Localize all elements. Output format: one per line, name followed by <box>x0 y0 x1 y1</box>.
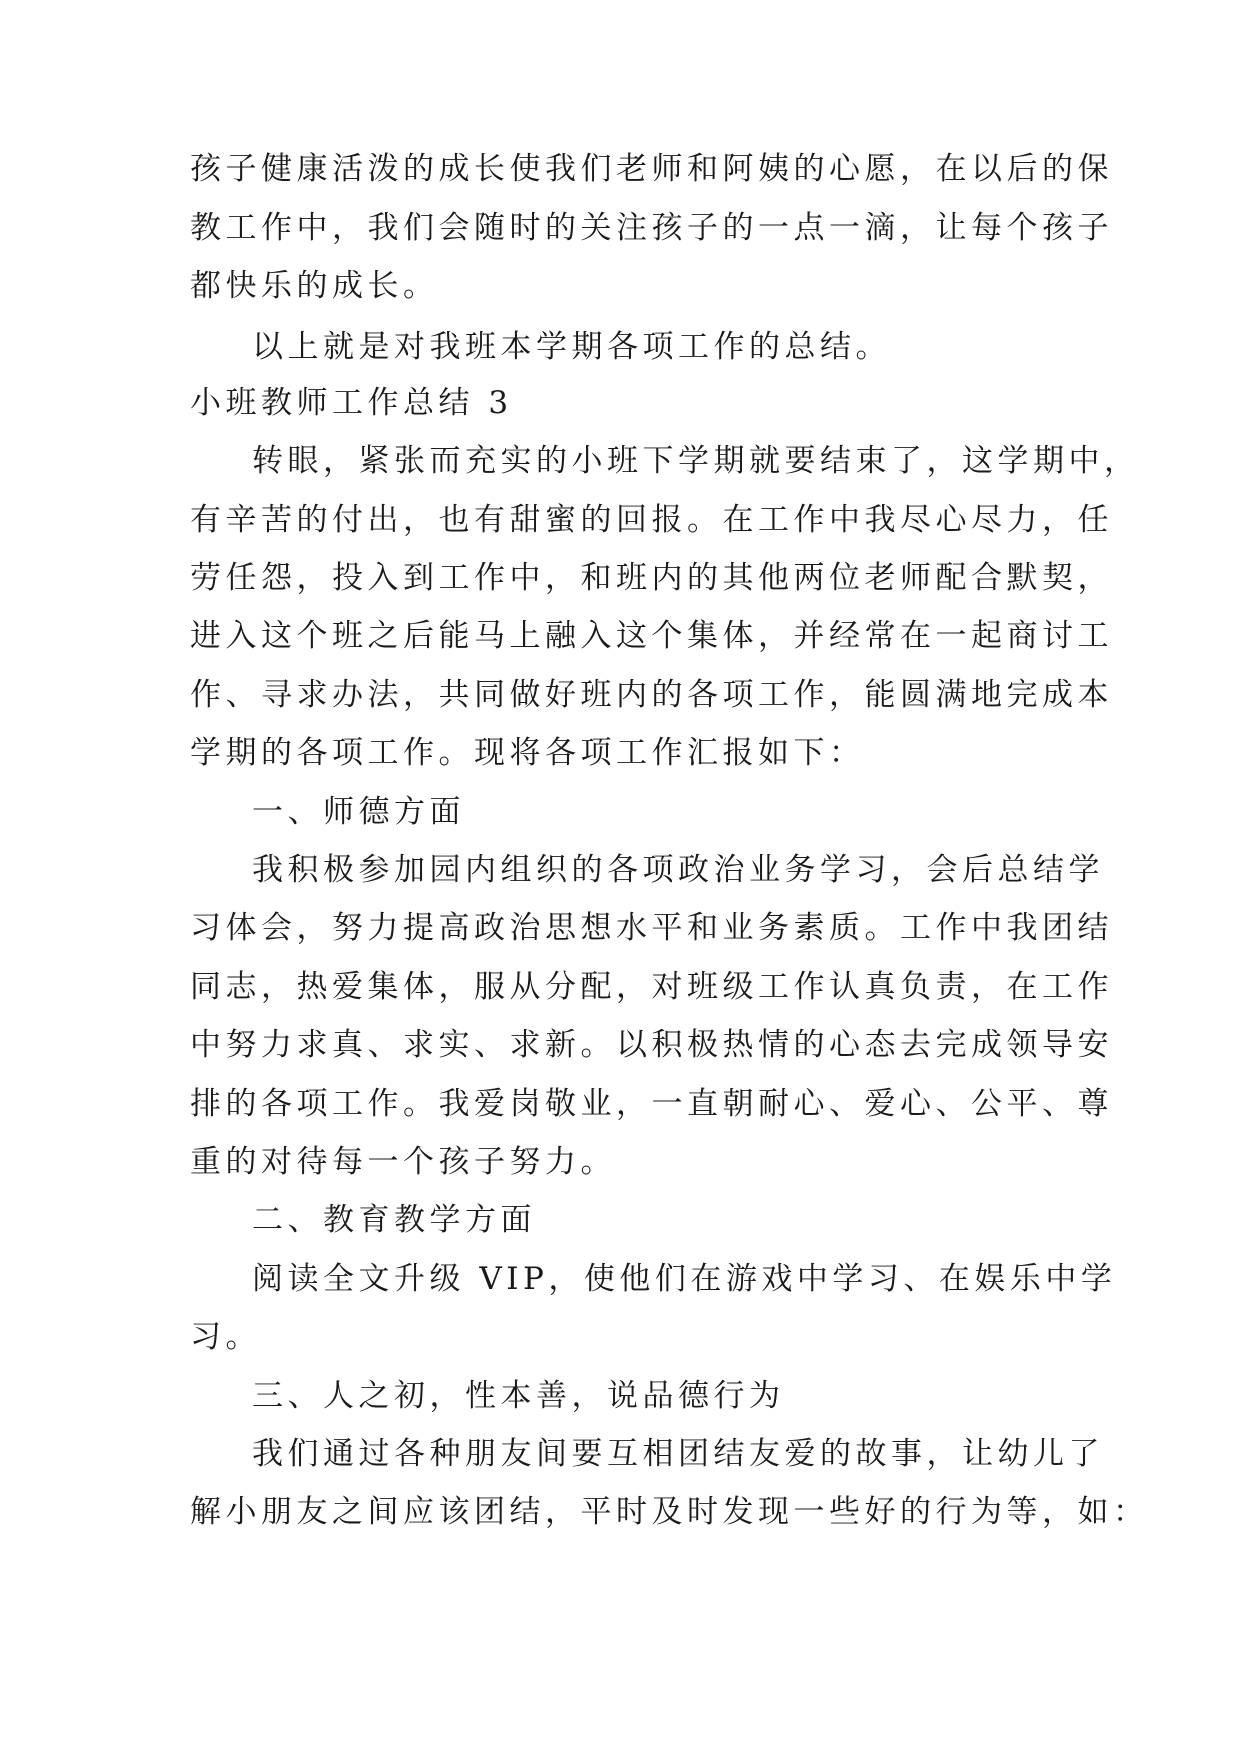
paragraph-line: 习。 <box>190 1319 261 1355</box>
paragraph-line: 教工作中，我们会随时的关注孩子的一点一滴，让每个孩子 <box>190 210 1113 246</box>
paragraph-line: 阅读全文升级 VIP，使他们在游戏中学习、在娱乐中学 <box>252 1261 1117 1297</box>
paragraph-line: 转眼，紧张而充实的小班下学期就要结束了，这学期中， <box>252 443 1140 479</box>
paragraph-line: 我积极参加园内组织的各项政治业务学习，会后总结学 <box>252 852 1104 888</box>
paragraph-line: 学期的各项工作。现将各项工作汇报如下： <box>190 735 865 771</box>
paragraph-line: 进入这个班之后能马上融入这个集体，并经常在一起商讨工 <box>190 618 1113 654</box>
subheading: 一、师德方面 <box>252 794 465 830</box>
paragraph-line: 有辛苦的付出，也有甜蜜的回报。在工作中我尽心尽力，任 <box>190 502 1113 538</box>
subheading: 二、教育教学方面 <box>252 1202 536 1238</box>
paragraph-line: 解小朋友之间应该团结，平时及时发现一些好的行为等，如： <box>190 1494 1149 1530</box>
paragraph-line: 作、寻求办法，共同做好班内的各项工作，能圆满地完成本 <box>190 677 1113 713</box>
paragraph-line: 同志，热爱集体，服从分配，对班级工作认真负责，在工作 <box>190 969 1113 1005</box>
paragraph-line: 都快乐的成长。 <box>190 268 439 304</box>
subheading: 三、人之初，性本善，说品德行为 <box>252 1378 785 1414</box>
paragraph-line: 我们通过各种朋友间要互相团结友爱的故事，让幼儿了 <box>252 1436 1104 1472</box>
paragraph-line: 以上就是对我班本学期各项工作的总结。 <box>252 329 891 365</box>
paragraph-line: 重的对待每一个孩子努力。 <box>190 1144 616 1180</box>
paragraph-line: 中努力求真、求实、求新。以积极热情的心态去完成领导安 <box>190 1027 1113 1063</box>
paragraph-line: 劳任怨，投入到工作中，和班内的其他两位老师配合默契， <box>190 560 1113 596</box>
paragraph-line: 习体会，努力提高政治思想水平和业务素质。工作中我团结 <box>190 910 1113 946</box>
section-heading: 小班教师工作总结 3 <box>190 385 513 421</box>
paragraph-line: 孩子健康活泼的成长使我们老师和阿姨的心愿，在以后的保 <box>190 151 1113 187</box>
paragraph-line: 排的各项工作。我爱岗敬业，一直朝耐心、爱心、公平、尊 <box>190 1086 1113 1122</box>
